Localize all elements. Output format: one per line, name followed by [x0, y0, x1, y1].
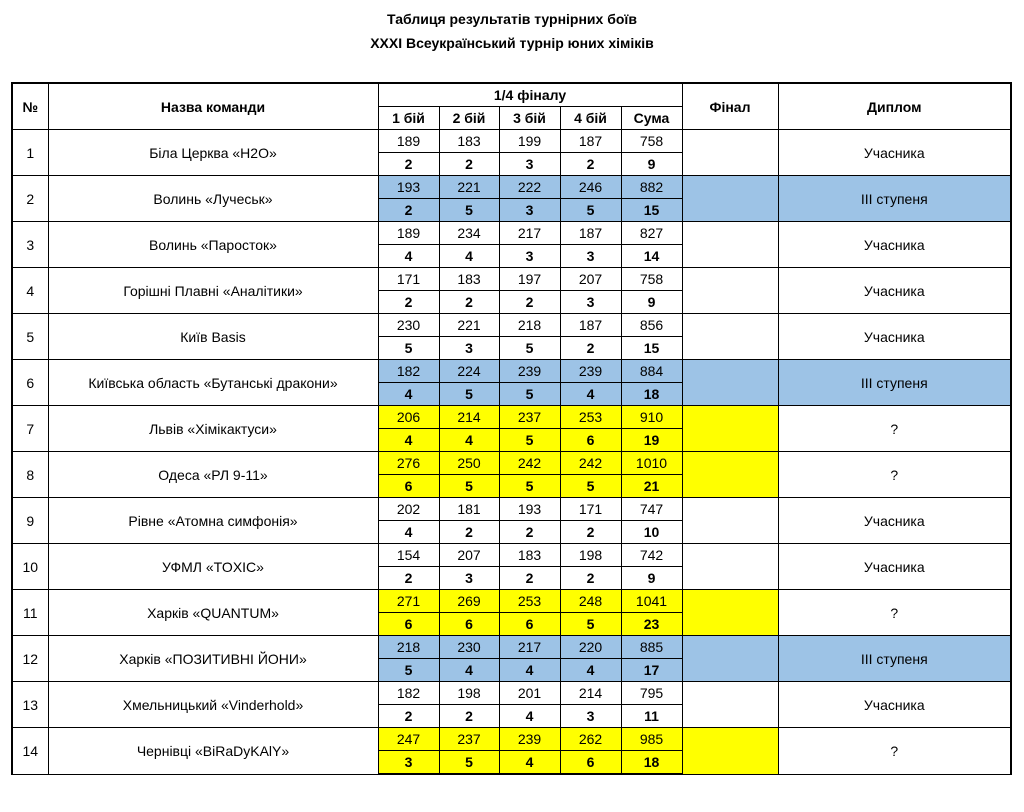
score-fight-3: 199 — [499, 130, 560, 153]
final-cell — [682, 406, 778, 452]
diploma-cell: III ступеня — [778, 360, 1011, 406]
score-fight-3: 197 — [499, 268, 560, 291]
team-row — [12, 590, 1011, 613]
rank-fight-3: 3 — [499, 199, 560, 222]
rank-fight-4: 5 — [560, 475, 621, 498]
team-row — [12, 682, 1011, 705]
rank-sum: 10 — [621, 521, 682, 544]
header-fight-4: 4 бій — [560, 107, 621, 130]
diploma-cell: ? — [778, 406, 1011, 452]
diploma-cell: Учасника — [778, 544, 1011, 590]
final-cell — [682, 682, 778, 728]
rank-fight-3: 2 — [499, 521, 560, 544]
score-fight-3: 217 — [499, 636, 560, 659]
team-number: 14 — [12, 728, 48, 775]
score-fight-1: 247 — [378, 728, 439, 751]
score-fight-1: 171 — [378, 268, 439, 291]
score-fight-1: 182 — [378, 360, 439, 383]
diploma-cell: ? — [778, 452, 1011, 498]
team-row — [12, 636, 1011, 659]
score-fight-3: 253 — [499, 590, 560, 613]
score-sum: 742 — [621, 544, 682, 567]
rank-fight-2: 5 — [439, 199, 499, 222]
rank-fight-1: 6 — [378, 475, 439, 498]
rank-fight-4: 5 — [560, 199, 621, 222]
document-subtitle: XXXI Всеукраїнський турнір юних хіміків — [370, 35, 654, 51]
rank-sum: 18 — [621, 751, 682, 775]
score-sum: 985 — [621, 728, 682, 751]
score-sum: 827 — [621, 222, 682, 245]
score-sum: 882 — [621, 176, 682, 199]
rank-fight-3: 3 — [499, 153, 560, 176]
score-sum: 885 — [621, 636, 682, 659]
header-fight-3: 3 бій — [499, 107, 560, 130]
score-fight-3: 193 — [499, 498, 560, 521]
rank-fight-4: 2 — [560, 567, 621, 590]
team-number: 3 — [12, 222, 48, 268]
team-name: Рівне «Атомна симфонія» — [48, 498, 378, 544]
diploma-cell: Учасника — [778, 498, 1011, 544]
team-name: Одеса «РЛ 9-11» — [48, 452, 378, 498]
score-fight-2: 269 — [439, 590, 499, 613]
team-number: 2 — [12, 176, 48, 222]
final-cell — [682, 360, 778, 406]
rank-fight-1: 2 — [378, 705, 439, 728]
score-fight-3: 242 — [499, 452, 560, 475]
rank-fight-2: 3 — [439, 337, 499, 360]
final-cell — [682, 130, 778, 176]
score-fight-4: 214 — [560, 682, 621, 705]
rank-fight-1: 2 — [378, 291, 439, 314]
team-row — [12, 728, 1011, 751]
team-row — [12, 222, 1011, 245]
team-row — [12, 314, 1011, 337]
score-fight-2: 198 — [439, 682, 499, 705]
rank-sum: 19 — [621, 429, 682, 452]
score-fight-3: 218 — [499, 314, 560, 337]
score-fight-1: 206 — [378, 406, 439, 429]
rank-fight-2: 2 — [439, 153, 499, 176]
rank-fight-4: 3 — [560, 245, 621, 268]
team-row — [12, 452, 1011, 475]
final-cell — [682, 314, 778, 360]
score-sum: 795 — [621, 682, 682, 705]
rank-fight-4: 4 — [560, 383, 621, 406]
rank-fight-4: 6 — [560, 429, 621, 452]
team-number: 9 — [12, 498, 48, 544]
final-cell — [682, 544, 778, 590]
score-fight-4: 239 — [560, 360, 621, 383]
rank-fight-2: 5 — [439, 751, 499, 775]
rank-fight-3: 4 — [499, 659, 560, 682]
rank-fight-4: 2 — [560, 153, 621, 176]
rank-sum: 9 — [621, 291, 682, 314]
score-fight-4: 198 — [560, 544, 621, 567]
team-name: Харків «ПОЗИТИВНІ ЙОНИ» — [48, 636, 378, 682]
final-cell — [682, 590, 778, 636]
score-fight-3: 222 — [499, 176, 560, 199]
rank-fight-2: 2 — [439, 521, 499, 544]
score-fight-2: 214 — [439, 406, 499, 429]
header-quarterfinal: 1/4 фіналу — [378, 83, 682, 107]
rank-fight-3: 4 — [499, 751, 560, 775]
score-fight-3: 217 — [499, 222, 560, 245]
rank-fight-2: 4 — [439, 659, 499, 682]
rank-fight-1: 2 — [378, 153, 439, 176]
score-fight-1: 230 — [378, 314, 439, 337]
score-sum: 747 — [621, 498, 682, 521]
score-sum: 910 — [621, 406, 682, 429]
score-sum: 856 — [621, 314, 682, 337]
final-cell — [682, 452, 778, 498]
rank-fight-2: 4 — [439, 429, 499, 452]
rank-sum: 18 — [621, 383, 682, 406]
header-fight-1: 1 бій — [378, 107, 439, 130]
score-fight-3: 237 — [499, 406, 560, 429]
score-sum: 1010 — [621, 452, 682, 475]
final-cell — [682, 636, 778, 682]
rank-sum: 23 — [621, 613, 682, 636]
rank-fight-1: 6 — [378, 613, 439, 636]
team-number: 8 — [12, 452, 48, 498]
score-fight-4: 187 — [560, 222, 621, 245]
score-fight-1: 154 — [378, 544, 439, 567]
team-name: Хмельницький «Vinderhold» — [48, 682, 378, 728]
score-fight-1: 271 — [378, 590, 439, 613]
rank-sum: 9 — [621, 567, 682, 590]
final-cell — [682, 498, 778, 544]
score-fight-2: 221 — [439, 176, 499, 199]
score-fight-4: 187 — [560, 130, 621, 153]
rank-fight-3: 2 — [499, 291, 560, 314]
final-cell — [682, 728, 778, 775]
rank-fight-3: 5 — [499, 383, 560, 406]
rank-sum: 15 — [621, 199, 682, 222]
score-fight-3: 201 — [499, 682, 560, 705]
team-row — [12, 544, 1011, 567]
header-sum: Сума — [621, 107, 682, 130]
score-fight-2: 181 — [439, 498, 499, 521]
rank-fight-1: 4 — [378, 429, 439, 452]
final-cell — [682, 268, 778, 314]
rank-fight-3: 6 — [499, 613, 560, 636]
score-fight-2: 234 — [439, 222, 499, 245]
score-sum: 884 — [621, 360, 682, 383]
rank-fight-1: 2 — [378, 567, 439, 590]
team-row — [12, 360, 1011, 383]
score-fight-1: 182 — [378, 682, 439, 705]
rank-sum: 9 — [621, 153, 682, 176]
team-number: 12 — [12, 636, 48, 682]
final-cell — [682, 176, 778, 222]
score-fight-1: 189 — [378, 222, 439, 245]
header-diploma: Диплом — [778, 83, 1011, 130]
score-fight-4: 262 — [560, 728, 621, 751]
team-row — [12, 406, 1011, 429]
rank-fight-2: 4 — [439, 245, 499, 268]
score-fight-4: 187 — [560, 314, 621, 337]
team-name: Харків «QUANTUM» — [48, 590, 378, 636]
score-sum: 1041 — [621, 590, 682, 613]
header-team-name: Назва команди — [48, 83, 378, 130]
diploma-cell: Учасника — [778, 222, 1011, 268]
team-number: 6 — [12, 360, 48, 406]
score-fight-1: 218 — [378, 636, 439, 659]
team-number: 1 — [12, 130, 48, 176]
rank-fight-2: 6 — [439, 613, 499, 636]
rank-fight-2: 2 — [439, 291, 499, 314]
team-name: Біла Церква «H2O» — [48, 130, 378, 176]
diploma-cell: Учасника — [778, 268, 1011, 314]
rank-fight-4: 2 — [560, 521, 621, 544]
team-row — [12, 498, 1011, 521]
results-table — [11, 82, 1012, 775]
rank-fight-3: 5 — [499, 337, 560, 360]
rank-fight-3: 5 — [499, 429, 560, 452]
score-fight-2: 221 — [439, 314, 499, 337]
team-number: 10 — [12, 544, 48, 590]
rank-sum: 17 — [621, 659, 682, 682]
score-fight-4: 248 — [560, 590, 621, 613]
diploma-cell: III ступеня — [778, 636, 1011, 682]
rank-fight-4: 2 — [560, 337, 621, 360]
rank-fight-2: 5 — [439, 475, 499, 498]
team-name: Київська область «Бутанські дракони» — [48, 360, 378, 406]
rank-fight-1: 4 — [378, 245, 439, 268]
rank-fight-1: 4 — [378, 521, 439, 544]
diploma-cell: ? — [778, 728, 1011, 775]
team-number: 5 — [12, 314, 48, 360]
rank-sum: 14 — [621, 245, 682, 268]
rank-sum: 11 — [621, 705, 682, 728]
diploma-cell: Учасника — [778, 314, 1011, 360]
rank-fight-3: 5 — [499, 475, 560, 498]
score-fight-4: 246 — [560, 176, 621, 199]
score-fight-4: 242 — [560, 452, 621, 475]
document-title: Таблиця результатів турнірних боїв — [387, 11, 637, 27]
team-name: УФМЛ «TOXIC» — [48, 544, 378, 590]
score-fight-1: 193 — [378, 176, 439, 199]
rank-fight-3: 4 — [499, 705, 560, 728]
score-fight-3: 239 — [499, 360, 560, 383]
team-name: Волинь «Лучеськ» — [48, 176, 378, 222]
score-fight-3: 183 — [499, 544, 560, 567]
score-fight-2: 224 — [439, 360, 499, 383]
team-row — [12, 176, 1011, 199]
team-row — [12, 130, 1011, 153]
team-name: Горішні Плавні «Аналітики» — [48, 268, 378, 314]
team-name: Львів «Хімікактуси» — [48, 406, 378, 452]
diploma-cell: III ступеня — [778, 176, 1011, 222]
rank-fight-2: 2 — [439, 705, 499, 728]
header-fight-2: 2 бій — [439, 107, 499, 130]
score-sum: 758 — [621, 130, 682, 153]
score-fight-2: 250 — [439, 452, 499, 475]
final-cell — [682, 222, 778, 268]
rank-sum: 15 — [621, 337, 682, 360]
team-name: Київ Basis — [48, 314, 378, 360]
rank-fight-1: 3 — [378, 751, 439, 775]
rank-fight-4: 4 — [560, 659, 621, 682]
score-fight-2: 207 — [439, 544, 499, 567]
diploma-cell: ? — [778, 590, 1011, 636]
rank-fight-1: 2 — [378, 199, 439, 222]
rank-fight-2: 3 — [439, 567, 499, 590]
score-fight-2: 230 — [439, 636, 499, 659]
score-fight-3: 239 — [499, 728, 560, 751]
team-name: Волинь «Паросток» — [48, 222, 378, 268]
rank-fight-1: 5 — [378, 659, 439, 682]
score-fight-1: 202 — [378, 498, 439, 521]
score-fight-2: 237 — [439, 728, 499, 751]
team-number: 4 — [12, 268, 48, 314]
score-fight-4: 171 — [560, 498, 621, 521]
score-fight-2: 183 — [439, 130, 499, 153]
team-row — [12, 268, 1011, 291]
rank-fight-4: 3 — [560, 291, 621, 314]
team-name: Чернівці «BiRaDyKAlY» — [48, 728, 378, 775]
team-number: 11 — [12, 590, 48, 636]
score-fight-2: 183 — [439, 268, 499, 291]
rank-fight-4: 3 — [560, 705, 621, 728]
score-fight-4: 253 — [560, 406, 621, 429]
score-fight-1: 189 — [378, 130, 439, 153]
score-sum: 758 — [621, 268, 682, 291]
rank-fight-3: 3 — [499, 245, 560, 268]
rank-fight-3: 2 — [499, 567, 560, 590]
score-fight-4: 220 — [560, 636, 621, 659]
diploma-cell: Учасника — [778, 130, 1011, 176]
rank-fight-1: 4 — [378, 383, 439, 406]
header-number: № — [12, 83, 48, 130]
team-number: 13 — [12, 682, 48, 728]
rank-fight-2: 5 — [439, 383, 499, 406]
score-fight-1: 276 — [378, 452, 439, 475]
rank-fight-1: 5 — [378, 337, 439, 360]
team-number: 7 — [12, 406, 48, 452]
header-final: Фінал — [682, 83, 778, 130]
score-fight-4: 207 — [560, 268, 621, 291]
diploma-cell: Учасника — [778, 682, 1011, 728]
rank-fight-4: 5 — [560, 613, 621, 636]
rank-fight-4: 6 — [560, 751, 621, 775]
rank-sum: 21 — [621, 475, 682, 498]
